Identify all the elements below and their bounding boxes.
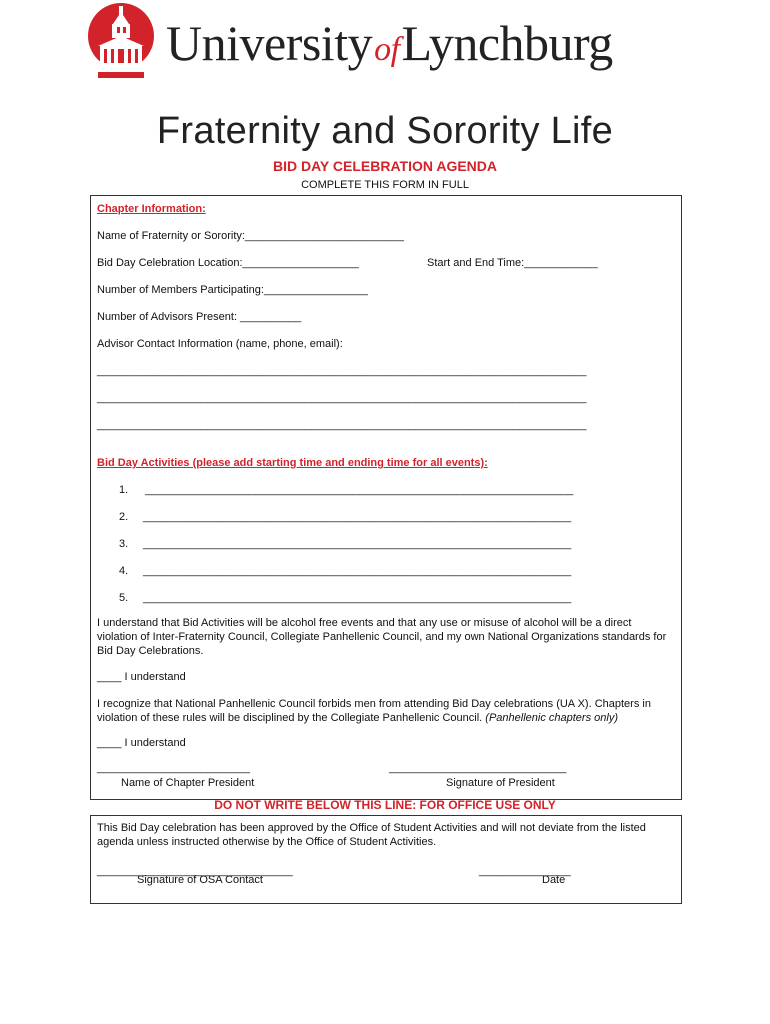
activity-line-1[interactable]: ______________________________________________________________________ — [145, 484, 574, 496]
time-field[interactable]: Start and End Time:____________ — [427, 257, 598, 269]
activity-line-3[interactable]: ______________________________________________________________________ — [143, 538, 572, 550]
osa-signature-field[interactable]: ________________________________ — [97, 865, 293, 877]
main-form-box — [90, 195, 682, 800]
understand-panhellenic[interactable]: ____ I understand — [97, 737, 186, 749]
panhellenic-note: (Panhellenic chapters only) — [485, 712, 618, 724]
advisor-contact-line-1[interactable]: ________________________________________________________________________________ — [97, 365, 587, 377]
activity-number: 4. — [119, 565, 129, 577]
activity-line-5[interactable]: ______________________________________________________________________ — [143, 592, 572, 604]
university-logo-icon — [88, 2, 154, 80]
president-name-label: Name of Chapter President — [121, 777, 255, 789]
understand-alcohol[interactable]: ____ I understand — [97, 671, 186, 683]
alcohol-policy-text: I understand that Bid Activities will be alcohol free events and that any use or misuse of alcohol will be a direct violation of Inter-Fraternity Council, Collegiate Panhellenic Council, and my own National Organizations standards for Bid Day Celebrations. — [97, 617, 667, 657]
advisor-contact-label: Advisor Contact Information (name, phone, email): — [97, 338, 343, 350]
president-name-field[interactable]: _________________________ — [97, 762, 250, 774]
president-signature-label: Signature of President — [446, 777, 555, 789]
panhellenic-policy-text: I recognize that National Panhellenic Council forbids men from attending Bid Day celebrations (UA X). Chapters in violation of these rules will be disciplined by the Collegiate Panhellenic Council. (Panhellenic chapters only) — [97, 698, 651, 724]
approval-text: This Bid Day celebration has been approved by the Office of Student Activities and will not deviate from the listed agenda unless instructed otherwise by the Office of Student Activities. — [97, 822, 646, 848]
advisors-present-field[interactable]: Number of Advisors Present: __________ — [97, 311, 302, 323]
form-title: BID DAY CELEBRATION AGENDA — [272, 158, 498, 174]
advisor-contact-line-3[interactable]: ________________________________________________________________________________ — [97, 419, 587, 431]
activity-line-2[interactable]: ______________________________________________________________________ — [143, 511, 572, 523]
form-subtitle: COMPLETE THIS FORM IN FULL — [301, 179, 469, 191]
activity-line-4[interactable]: ______________________________________________________________________ — [143, 565, 572, 577]
name-field[interactable]: Name of Fraternity or Sorority:__________________________ — [97, 230, 404, 242]
location-field[interactable]: Bid Day Celebration Location:___________________ — [97, 257, 359, 269]
university-name: UniversityofLynchburg — [166, 15, 613, 71]
members-field[interactable]: Number of Members Participating:_________________ — [97, 284, 368, 296]
activity-number: 1. — [119, 484, 129, 496]
activity-number: 3. — [119, 538, 129, 550]
office-title: Fraternity and Sorority Life — [156, 110, 614, 152]
date-label: Date — [542, 874, 566, 886]
date-field[interactable]: _______________ — [479, 865, 571, 877]
activities-heading: Bid Day Activities (please add starting time and ending time for all events): — [97, 457, 488, 469]
activity-number: 5. — [119, 592, 129, 604]
office-use-box — [90, 815, 682, 904]
president-signature-field[interactable]: _____________________________ — [389, 762, 567, 774]
office-use-banner: DO NOT WRITE BELOW THIS LINE: FOR OFFICE USE ONLY — [214, 798, 556, 812]
osa-signature-label: Signature of OSA Contact — [137, 874, 263, 886]
activity-number: 2. — [119, 511, 129, 523]
chapter-info-heading: Chapter Information: — [97, 203, 206, 215]
advisor-contact-line-2[interactable]: ________________________________________________________________________________ — [97, 392, 587, 404]
